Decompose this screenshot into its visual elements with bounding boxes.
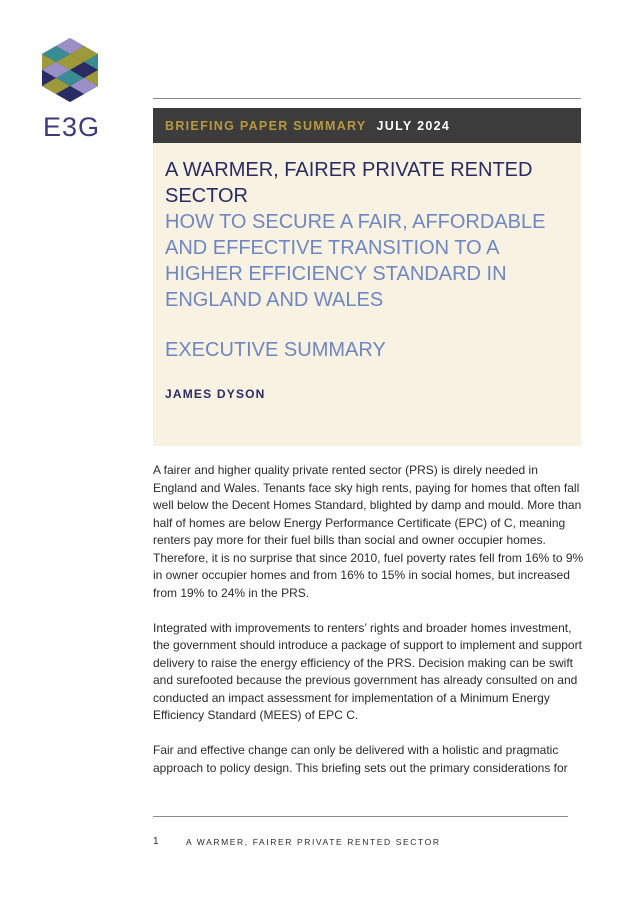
paragraph: Fair and effective change can only be delivered with a holistic and pragmatic approach to policy design. This briefing sets out the primary considerations for — [153, 743, 568, 775]
title-panel — [153, 143, 581, 446]
briefing-header-band — [153, 108, 581, 143]
running-title: A WARMER, FAIRER PRIVATE RENTED SECTOR — [186, 836, 441, 847]
briefing-date: JULY 2024 — [376, 118, 451, 133]
e3g-logo-mark — [38, 36, 102, 104]
briefing-label: BRIEFING PAPER SUMMARY — [165, 118, 367, 133]
document-subtitle: HOW TO SECURE A FAIR, AFFORDABLE AND EFFECTIVE TRANSITION TO A HIGHER EFFICIENCY STANDARD IN ENGLAND AND WALES — [165, 211, 546, 311]
document-title: A WARMER, FAIRER PRIVATE RENTED SECTOR — [165, 159, 533, 207]
page-number: 1 — [153, 836, 159, 847]
header-rule — [153, 98, 581, 99]
footer-rule — [153, 816, 568, 817]
section-title: EXECUTIVE SUMMARY — [165, 339, 386, 361]
paragraph: Integrated with improvements to renters’ rights and broader homes investment, the government should introduce a package of support to implement and support delivery to raise the energy efficiency of the PRS. Decision making can be swift and surefooted because the previous government has already consulted on and conducted an impact assessment for implementation of a Minimum Energy Efficiency Standard (MEES) of EPC C. — [153, 620, 582, 722]
paragraph: A fairer and higher quality private rented sector (PRS) is direly needed in England and Wales. Tenants face sky high rents, paying for homes that often fall well below the Decent Homes Standard, blighted by damp and mould. More than half of homes are below Energy Performance Certificate (EPC) of C, meaning renters pay more for their fuel bills than social and owner occupier homes. Therefore, it is no surprise that since 2010, fuel poverty rates fell from 16% to 9% in owner occupier homes and from 16% to 15% in social homes, but increased from 19% to 24% in the PRS. — [153, 463, 584, 600]
summary-body — [153, 462, 585, 795]
author-name: JAMES DYSON — [165, 387, 266, 401]
logo-wordmark: E3G — [43, 112, 101, 142]
page-footer — [153, 836, 441, 847]
